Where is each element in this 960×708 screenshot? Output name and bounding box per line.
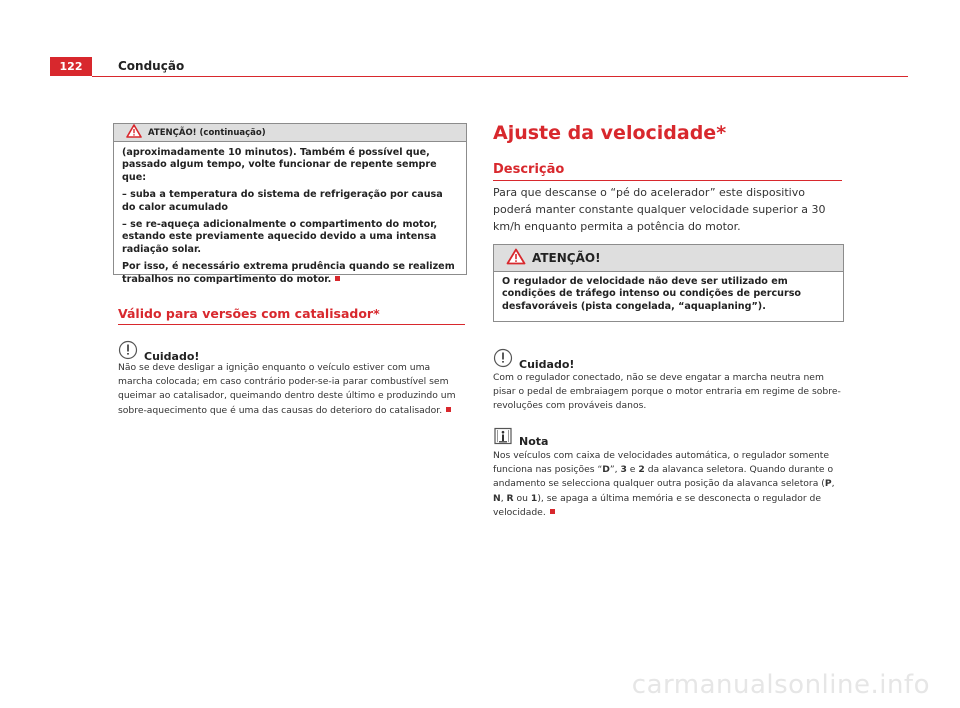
page-number: 122	[50, 57, 92, 76]
caution-heading	[493, 348, 574, 371]
warning-icon	[126, 124, 142, 141]
warning-box-speed	[493, 244, 844, 322]
caution-title: Cuidado!	[519, 358, 575, 371]
warning-icon	[506, 248, 526, 268]
info-icon	[493, 427, 513, 448]
warning-paragraph: (aproximadamente 10 minutos). Também é possível que, passado algum tempo, volte funcionar de repente sempre que:	[122, 147, 437, 183]
warning-box-header	[494, 245, 843, 272]
warning-box-title: ATENÇÃO! (continuação)	[148, 127, 266, 138]
end-marker-icon	[446, 407, 451, 412]
warning-box-title: ATENÇÃO!	[532, 251, 601, 265]
caution-heading	[118, 340, 199, 363]
end-marker-icon	[335, 276, 340, 281]
warning-box-body	[114, 142, 466, 297]
watermark: carmanualsonline.info	[631, 670, 930, 700]
caution-title: Cuidado!	[144, 350, 200, 363]
caution-text	[118, 361, 466, 418]
warning-paragraph: O regulador de velocidade não deve ser utilizado em condições de tráfego intenso ou condições de percurso desfavoráveis (pista congelada, “aquaplaning”).	[502, 276, 801, 312]
warning-paragraph: – se re-aqueça adicionalmente o compartimento do motor, estando este previamente aquecido devido a uma intensa radiação solar.	[122, 219, 438, 255]
caution-text: Com o regulador conectado, não se deve engatar a marcha neutra nem pisar o pedal de embraiagem porque o motor entraria em regime de sobre-revoluções com prováveis danos.	[493, 372, 841, 412]
section-title-catalyst: Válido para versões com catalisador*	[118, 306, 465, 325]
main-title: Ajuste da velocidade*	[493, 122, 727, 144]
section-title-description: Descrição	[493, 162, 842, 181]
caution-icon	[493, 348, 513, 371]
note-text: Nos veículos com caixa de velocidades automática, o regulador somente funciona nas posições “D”, 3 e 2 da alavanca seletora. Quando durante o andamento se selecciona qualquer outra posição da alavanca seletora (P, N, R ou 1), se apaga a última memória e se desconecta o regulador de velocidade.	[493, 450, 835, 518]
note-heading	[493, 427, 548, 448]
warning-paragraph: – suba a temperatura do sistema de refrigeração por causa do calor acumulado	[122, 189, 443, 213]
note-title: Nota	[519, 435, 549, 448]
warning-box-continued	[113, 123, 467, 285]
intro-paragraph: Para que descanse o “pé do acelerador” este dispositivo poderá manter constante qualquer velocidade superior a 30 km/h enquanto permita a potência do motor.	[493, 186, 826, 233]
chapter-title: Condução	[118, 59, 185, 73]
warning-box-body	[494, 272, 843, 319]
warning-box-header	[114, 124, 466, 142]
warning-paragraph-text: Por isso, é necessário extrema prudência quando se realizem trabalhos no compartimento do motor.	[122, 261, 455, 285]
header-divider	[92, 76, 908, 77]
caution-body: Não se deve desligar a ignição enquanto o veículo estiver com uma marcha colocada; em caso contrário poder-se-ia parar combustível sem queimar ao catalisador, queimando dentro deste último e produzindo um sobre-aquecimento que é uma das causas do deterioro do catalisador.	[118, 362, 456, 416]
warning-paragraph	[122, 261, 458, 286]
end-marker-icon	[550, 509, 555, 514]
caution-icon	[118, 340, 138, 363]
